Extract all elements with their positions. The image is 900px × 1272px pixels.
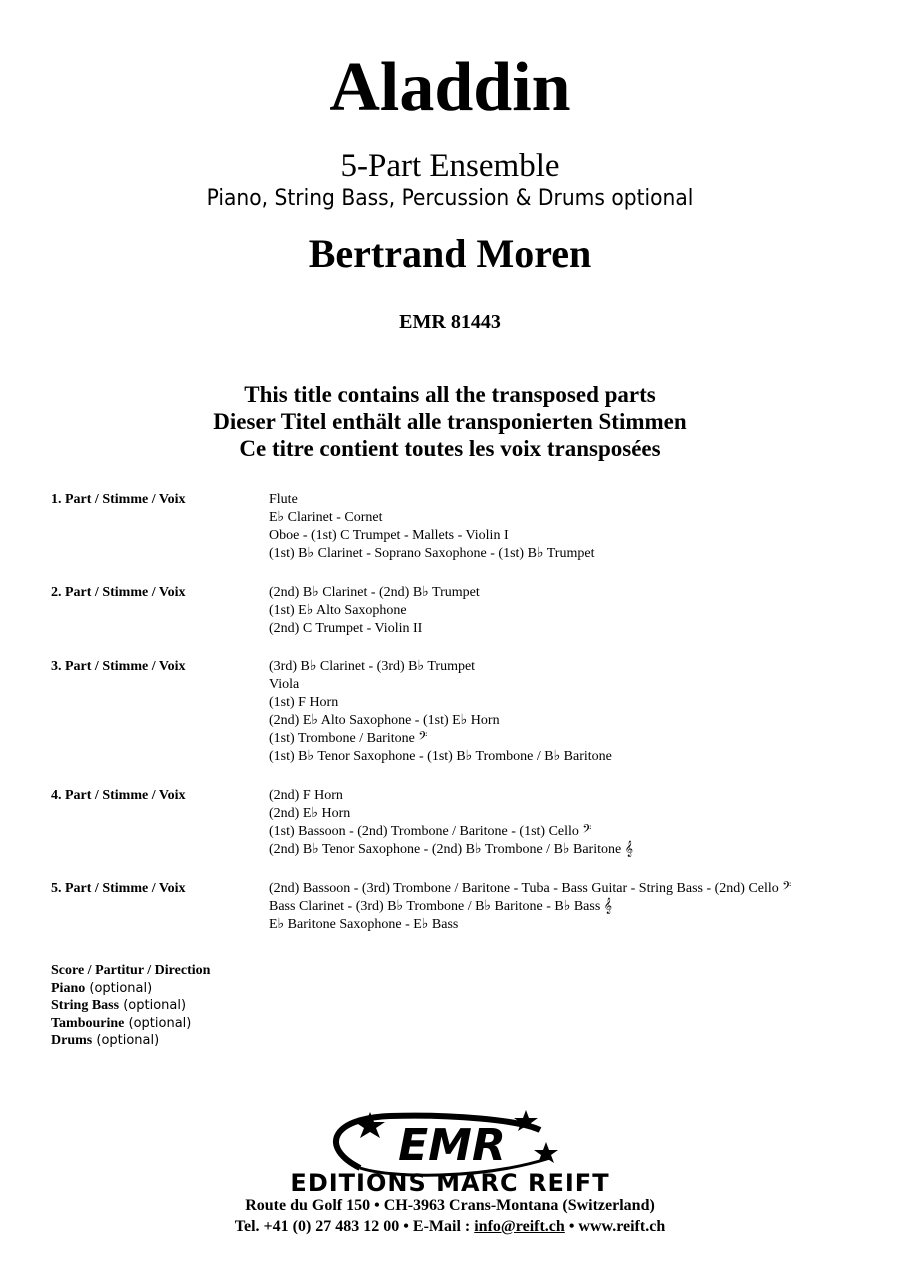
list-item: (2nd) B♭ Tenor Saxophone - (2nd) B♭ Trombone / B♭ Baritone 𝄞 [269,842,633,857]
list-item: (1st) B♭ Clarinet - Soprano Saxophone - (1st) B♭ Trumpet [269,546,595,561]
contact-tel: Tel. +41 (0) 27 483 12 00 • E-Mail : [234,1218,475,1235]
list-item: E♭ Clarinet - Cornet [269,510,383,525]
list-item: Flute [269,492,298,507]
drums-label: Drums [51,1033,93,1048]
part-instrument-list [269,787,879,859]
title: Aladdin [329,49,571,126]
notice-french: Ce titre contient toutes les voix transposées [239,436,661,461]
piano-label: Piano [51,980,86,996]
list-item: (2nd) Bassoon - (3rd) Trombone / Baritone - Tuba - Bass Guitar - String Bass - (2nd) Cello 𝄢 [269,881,792,896]
part-label: 4. Part / Stimme / Voix [51,788,186,803]
composer: Bertrand Moren [308,231,592,276]
list-item: (2nd) E♭ Alto Saxophone - (1st) E♭ Horn [269,713,500,728]
list-item: (1st) B♭ Tenor Saxophone - (1st) B♭ Trombone / B♭ Baritone [269,749,612,764]
catalog-number: EMR 81443 [399,311,501,333]
optional-note: (optional) [85,980,153,996]
list-item: Oboe - (1st) C Trumpet - Mallets - Violin I [269,528,509,543]
list-item: E♭ Baritone Saxophone - E♭ Bass [269,917,459,932]
optional-note: (optional) [124,1015,192,1031]
part-label: 3. Part / Stimme / Voix [51,659,186,674]
list-item: (1st) F Horn [269,695,339,710]
list-item: Bass Clarinet - (3rd) B♭ Trombone / B♭ Baritone - B♭ Bass 𝄞 [269,899,613,914]
optional-note: (optional) [92,1033,160,1048]
string-bass-label: String Bass [51,998,120,1013]
list-item: (2nd) E♭ Horn [269,806,351,821]
notice-english: This title contains all the transposed parts [244,382,656,407]
notice-german: Dieser Titel enthält alle transponierten Stimmen [213,409,687,434]
part-instrument-list [269,491,879,563]
logo-text: EMR [398,1120,506,1171]
list-item: (2nd) F Horn [269,788,343,803]
transposed-parts-notice [0,381,900,462]
additional-parts [51,962,210,1050]
publisher-contact [0,1217,900,1237]
part-instrument-list [269,584,879,638]
part-instrument-list [269,880,879,934]
part-label: 2. Part / Stimme / Voix [51,585,186,600]
ensemble-type: 5-Part Ensemble [340,148,560,184]
publisher-name: EDITIONS MARC REIFT [290,1169,610,1197]
list-item: (1st) E♭ Alto Saxophone [269,603,407,618]
part-instrument-list [269,658,879,766]
optional-note: (optional) [119,998,187,1013]
list-item: (3rd) B♭ Clarinet - (3rd) B♭ Trumpet [269,659,476,674]
email-link[interactable]: info@reift.ch [474,1218,565,1235]
list-item: (1st) Trombone / Baritone 𝄢 [269,731,428,746]
part-label: 1. Part / Stimme / Voix [51,492,186,507]
list-item: (1st) Bassoon - (2nd) Trombone / Baritone - (1st) Cello 𝄢 [269,824,592,839]
website: • www.reift.ch [564,1218,666,1235]
part-label: 5. Part / Stimme / Voix [51,881,186,896]
list-item: Viola [269,677,300,692]
instrumentation: Piano, String Bass, Percussion & Drums optional [206,186,694,211]
tambourine-label: Tambourine [51,1015,125,1031]
list-item: (2nd) B♭ Clarinet - (2nd) B♭ Trumpet [269,585,480,600]
score-label: Score / Partitur / Direction [51,963,211,978]
publisher-address: Route du Golf 150 • CH-3963 Crans-Montana (Switzerland) [245,1197,655,1214]
list-item: (2nd) C Trumpet - Violin II [269,621,423,636]
